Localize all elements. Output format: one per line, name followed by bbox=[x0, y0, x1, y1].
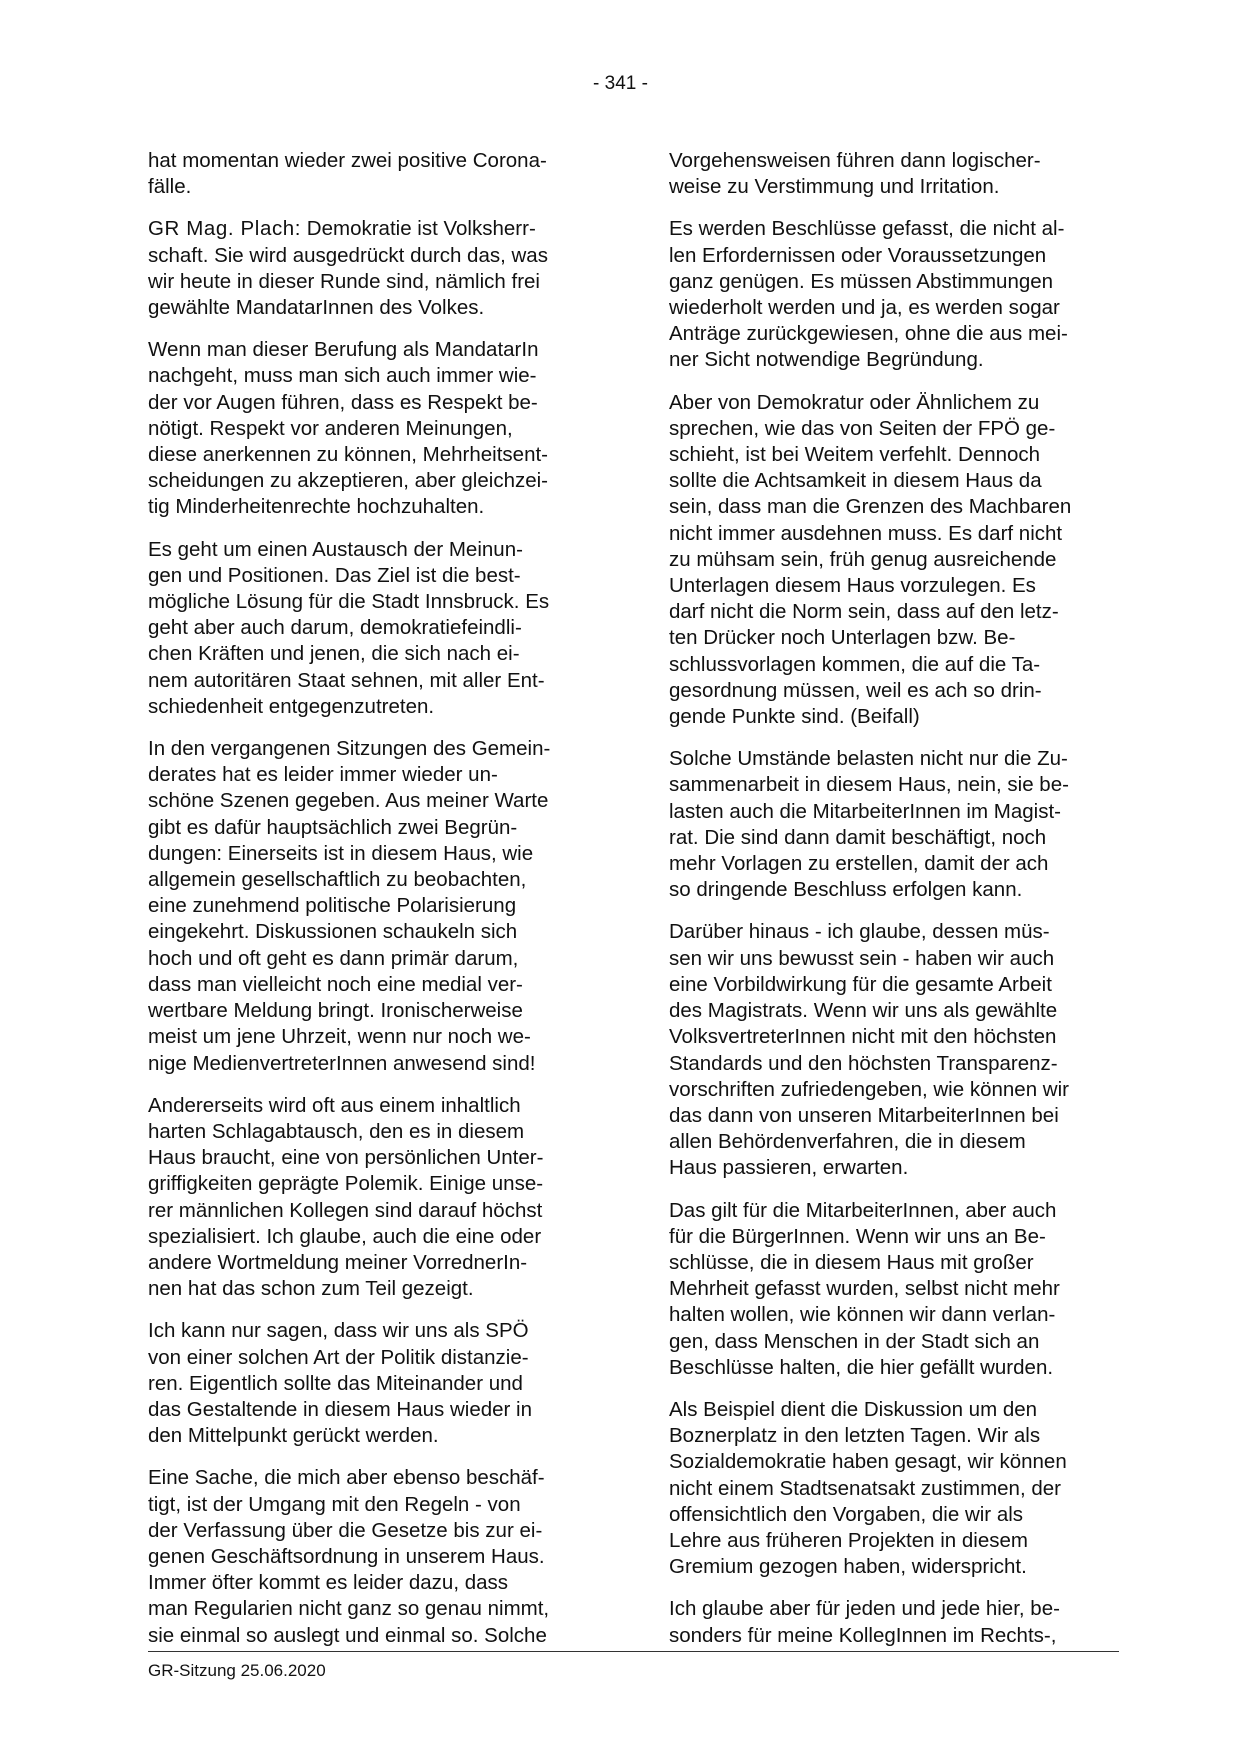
right-column bbox=[669, 148, 1121, 1665]
speaker-name: GR Mag. Plach: bbox=[148, 217, 302, 241]
paragraph: Wenn man dieser Berufung als MandatarIn nachgeht, muss man sich auch immer wie- der vor Augen führen, dass es Respekt be- nötigt. Respekt vor anderen Meinungen, diese anerkennen zu können, Mehrheitsent- scheidungen zu akzeptieren, aber gleichzei- tig Minderheitenrechte hochzuhalten. bbox=[148, 338, 549, 519]
paragraph: Eine Sache, die mich aber ebenso beschäf- tigt, ist der Umgang mit den Regeln - von der Verfassung über die Gesetze bis zur ei- genen Geschäftsordnung in unserem Haus. Immer öfter kommt es leider dazu, dass man Regularien nicht ganz so genau nimmt, sie einmal so auslegt und einmal so. Solche bbox=[148, 1466, 550, 1647]
left-column bbox=[148, 148, 600, 1665]
paragraph: Aber von Demokratur oder Ähnlichem zu sprechen, wie das von Seiten der FPÖ ge- schieht, ist bei Weitem verfehlt. Dennoch sollte die Achtsamkeit in diesem Haus da sein, dass man die Grenzen des Machbaren nicht immer ausdehnen muss. Es darf nicht zu mühsam sein, früh genug ausreichende Unterlagen diesem Haus vorzulegen. Es darf nicht die Norm sein, dass auf den letz- ten Drücker noch Unterlagen bzw. Be- schlussvorlagen kommen, die auf die Ta- gesordnung müssen, weil es ach so drin- gende Punkte sind. (Beifall) bbox=[669, 390, 1072, 729]
paragraph: Es werden Beschlüsse gefasst, die nicht al- len Erfordernissen oder Voraussetzungen ganz genügen. Es müssen Abstimmungen wiederholt werden und ja, es werden sogar Anträge zurückgewiesen, ohne die aus mei- ner Sicht notwendige Begründung. bbox=[669, 217, 1068, 372]
paragraph: Als Beispiel dient die Diskussion um den Boznerplatz in den letzten Tagen. Wir als Sozialdemokratie haben gesagt, wir können nicht einem Stadtsenatsakt zustimmen, der offensichtlich den Vorgaben, die wir als Lehre aus früheren Projekten in diesem Gremium gezogen haben, widerspricht. bbox=[669, 1397, 1067, 1579]
paragraph: Solche Umstände belasten nicht nur die Zu- sammenarbeit in diesem Haus, nein, sie be- lasten auch die MitarbeiterInnen im Magist- rat. Die sind dann damit beschäftigt, noch mehr Vorlagen zu erstellen, damit der ach so dringende Beschluss erfolgen kann. bbox=[669, 747, 1069, 902]
speech-text: Demokratie ist Volksherr- schaft. Sie wird ausgedrückt durch das, was wir heute in dieser Runde sind, nämlich frei gewählte MandatarInnen des Volkes. bbox=[148, 217, 548, 320]
footer-session-date: GR-Sitzung 25.06.2020 bbox=[148, 1661, 326, 1680]
paragraph: Ich kann nur sagen, dass wir uns als SPÖ von einer solchen Art der Politik distanzie- ren. Eigentlich sollte das Miteinander und das Gestaltende in diesem Haus wieder in den Mittelpunkt gerückt werden. bbox=[148, 1319, 533, 1448]
paragraph: Das gilt für die MitarbeiterInnen, aber auch für die BürgerInnen. Wenn wir uns an Be- schlüsse, die in diesem Haus mit großer Mehrheit gefasst wurden, selbst nicht mehr halten wollen, wie können wir dann verlan- gen, dass Menschen in der Stadt sich an Beschlüsse halten, die hier gefällt wurden. bbox=[669, 1198, 1060, 1379]
paragraph: Darüber hinaus - ich glaube, dessen müs- sen wir uns bewusst sein - haben wir auch eine Vorbildwirkung für die gesamte Arbeit des Magistrats. Wenn wir uns als gewählte VolksvertreterInnen nicht mit den höchsten Standards und den höchsten Transparenz- vorschriften zufriedengeben, wie können wir das dann von unseren MitarbeiterInnen bei allen Behördenverfahren, die in diesem Haus passieren, erwarten. bbox=[669, 920, 1069, 1180]
paragraph: In den vergangenen Sitzungen des Gemein- derates hat es leider immer wieder un- schöne Szenen gegeben. Aus meiner Warte gibt es dafür hauptsächlich zwei Begrün- dungen: Einerseits ist in diesem Haus, wie allgemein gesellschaftlich zu beobachten, eine zunehmend politische Polarisierung eingekehrt. Diskussionen schaukeln sich hoch und oft geht es dann primär darum, dass man vielleicht noch eine medial ver- wertbare Meldung bringt. Ironischerweise meist um jene Uhrzeit, wenn nur noch we- nige MedienvertreterInnen anwesend sind! bbox=[148, 737, 551, 1075]
speaker-paragraph bbox=[148, 216, 600, 321]
paragraph: hat momentan wieder zwei positive Corona- fälle. bbox=[148, 149, 547, 199]
paragraph: Es geht um einen Austausch der Meinun- gen und Positionen. Das Ziel ist die best- mögliche Lösung für die Stadt Innsbruck. Es geht aber auch darum, demokratiefeindli- chen Kräften und jenen, die sich nach ei- nem autoritären Staat sehnen, mit aller Ent- schiedenheit entgegenzutreten. bbox=[148, 537, 550, 718]
footer-divider bbox=[148, 1651, 1119, 1652]
page-number: - 341 - bbox=[593, 73, 648, 94]
paragraph: Andererseits wird oft aus einem inhaltlich harten Schlagabtausch, den es in diesem Haus braucht, eine von persönlichen Unter- griffigkeiten geprägte Polemik. Einige unse- rer männlichen Kollegen sind darauf höchst spezialisiert. Ich glaube, auch die eine oder andere Wortmeldung meiner VorrednerIn- nen hat das schon zum Teil gezeigt. bbox=[148, 1093, 544, 1301]
paragraph: Vorgehensweisen führen dann logischer- weise zu Verstimmung und Irritation. bbox=[669, 149, 1041, 199]
paragraph: Ich glaube aber für jeden und jede hier, be- sonders für meine KollegInnen im Rechts-, bbox=[669, 1597, 1060, 1647]
